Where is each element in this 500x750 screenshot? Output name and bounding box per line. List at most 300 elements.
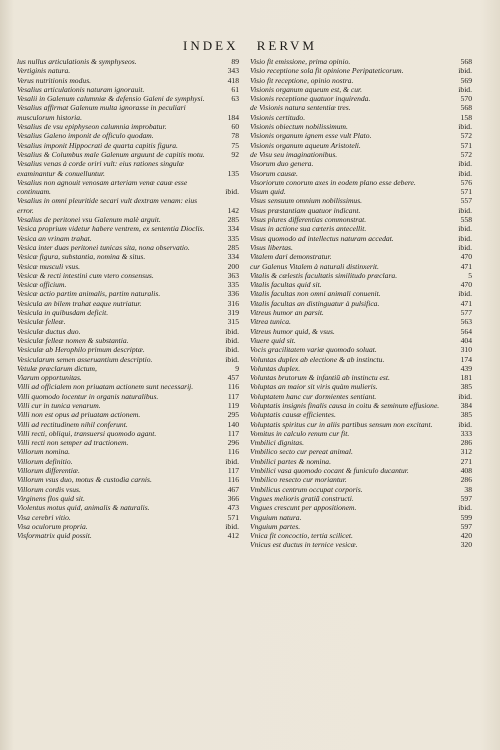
entry-text: Villi recti non semper ad tractionem.	[17, 438, 129, 448]
entry-text: Vesica proprium videtur habere ventrem, ex sententia Dioclis.	[17, 224, 205, 234]
entry-text: Viuere quid sit.	[250, 335, 296, 345]
entry-page-number: 334	[227, 252, 239, 262]
entry-text: Vesalius articulationis naturam ignorauit.	[17, 84, 145, 94]
entry-page-number: 404	[460, 335, 472, 345]
entry-page-number: 467	[227, 484, 239, 494]
entry-text: Vesiculæ ductus duo.	[17, 326, 81, 336]
entry-text: Vnguium partes.	[250, 521, 301, 531]
entry-page-number: 320	[460, 540, 472, 550]
entry-text: Villorum definitio.	[17, 456, 73, 466]
entry-text: Visionis organum ignem esse vult Plato.	[250, 131, 372, 141]
entry-text: Virginens flos quid sit.	[17, 493, 85, 503]
index-entry	[17, 262, 239, 271]
index-entry	[17, 224, 239, 233]
entry-page-number: 116	[227, 447, 239, 457]
entry-page-number: 335	[227, 233, 239, 243]
entry-page-number: 285	[227, 215, 239, 225]
entry-text: Vmbilici vasa quomodo cocant & funiculo ducantur.	[250, 466, 409, 476]
index-entry	[17, 280, 239, 289]
entry-page-number: 116	[227, 475, 239, 485]
entry-text: Visionis organum aqueum Aristoteli.	[250, 140, 361, 150]
entry-text: Vesalius venas à corde oriri vult: eius rationes singulæ examinantur & conuelluntur.	[17, 159, 184, 178]
entry-text: Visformatrix quid possit.	[17, 531, 92, 541]
index-entry	[17, 382, 239, 391]
header-index: INDEX	[183, 38, 239, 53]
index-entry	[17, 271, 239, 280]
entry-text: Vmbilici dignitas.	[250, 438, 304, 448]
index-entry	[250, 234, 472, 243]
entry-text: Visus quomodo ad intellectus naturam accedat.	[250, 233, 394, 243]
entry-page-number: ibid.	[458, 84, 472, 94]
index-entry	[250, 113, 472, 122]
index-entry	[250, 224, 472, 233]
index-entry	[250, 503, 472, 512]
index-entry	[17, 289, 239, 298]
index-entry	[17, 438, 239, 447]
entry-text: Voluptatis causæ efficientes.	[250, 410, 336, 420]
entry-page-number: 92	[231, 149, 239, 159]
index-entry	[17, 122, 239, 131]
entry-text: Visio receptione sola fit opinione Peripateticorum.	[250, 66, 404, 76]
index-entry	[250, 66, 472, 75]
entry-text: Voluptas an maior sit viris quàm mulieris.	[250, 382, 378, 392]
entry-page-number: 457	[227, 373, 239, 383]
entry-page-number: 271	[460, 456, 472, 466]
entry-text: lus nullus articulationis & symphyseos.	[17, 57, 137, 66]
index-entry	[250, 178, 472, 187]
index-entry	[250, 76, 472, 85]
entry-page-number: 385	[460, 382, 472, 392]
entry-page-number: 60	[231, 122, 239, 132]
entry-page-number: 135	[227, 168, 239, 178]
entry-text: Visionis organum aqueum est, & cur.	[250, 84, 363, 94]
entry-text: Vesicæ actio partim animalis, partim naturalis.	[17, 289, 161, 299]
entry-page-number: 384	[460, 400, 472, 410]
index-entry	[17, 159, 239, 178]
entry-text: Vertiginis natura.	[17, 66, 71, 76]
index-entry	[17, 215, 239, 224]
entry-text: Vnicus est ductus in ternice vesicæ.	[250, 540, 358, 550]
entry-page-number: 117	[227, 391, 239, 401]
entry-text: Villi quomodo locentur in organis naturalibus.	[17, 391, 159, 401]
entry-text: Vesiculæ felleæ.	[17, 317, 66, 327]
entry-page-number: 363	[227, 270, 239, 280]
entry-text: Vesiculæ felleæ nomen & substantia.	[17, 335, 129, 345]
entry-page-number: 315	[227, 317, 239, 327]
entry-text: cur Galenus Vitalem à naturali distinxerit.	[250, 261, 379, 271]
index-entry	[17, 317, 239, 326]
index-entry	[250, 531, 472, 540]
index-entry	[17, 364, 239, 373]
entry-text: Vesicæ officium.	[17, 280, 67, 290]
entry-page-number: 408	[460, 466, 472, 476]
index-entry	[250, 336, 472, 345]
index-entry	[250, 494, 472, 503]
entry-text: Vesica inter duas peritonei tunicas sita, nona observatio.	[17, 242, 190, 252]
entry-text: Vitreus humor an parsit.	[250, 308, 324, 318]
entry-text: Vesicularum semen asseruantium descriptio.	[17, 354, 153, 364]
index-entry	[250, 429, 472, 438]
entry-page-number: 572	[460, 131, 472, 141]
entry-page-number: 571	[460, 140, 472, 150]
entry-page-number: 568	[460, 57, 472, 66]
index-entry	[17, 66, 239, 75]
entry-page-number: ibid.	[225, 345, 239, 355]
entry-text: Vmbilici partes & nomina.	[250, 456, 331, 466]
index-entry	[17, 76, 239, 85]
index-entry	[250, 522, 472, 531]
index-entry	[17, 485, 239, 494]
entry-page-number: 570	[460, 94, 472, 104]
index-entry	[250, 169, 472, 178]
index-entry	[250, 355, 472, 364]
entry-page-number: 470	[460, 280, 472, 290]
entry-page-number: 577	[460, 308, 472, 318]
index-entry	[17, 513, 239, 522]
index-entry	[17, 103, 239, 122]
entry-text: Vmbilico secto cur pereat animal.	[250, 447, 353, 457]
index-entry	[250, 466, 472, 475]
entry-text: Visorum causæ.	[250, 168, 298, 178]
index-entry	[17, 196, 239, 215]
index-entry	[250, 187, 472, 196]
entry-text: Villi non est opus ad priuatam actionem.	[17, 410, 141, 420]
entry-page-number: 335	[227, 280, 239, 290]
entry-page-number: 599	[460, 512, 472, 522]
entry-text: Visus præstantiam quatuor indicant.	[250, 205, 361, 215]
index-entry	[17, 447, 239, 456]
entry-page-number: 38	[464, 484, 472, 494]
entry-text: Vesica an vrinam trahat.	[17, 233, 92, 243]
entry-text: Vitreus humor quid, & vsus.	[250, 326, 335, 336]
entry-text: Voluntas brutorum & infantiū ab instinctu est.	[250, 373, 390, 383]
entry-page-number: ibid.	[458, 168, 472, 178]
entry-text: Visoriorum conorum axes in eodem plano esse debere.	[250, 177, 416, 187]
entry-text: Vesalius in omni pleuritide secari vult dextram venam: eius error.	[17, 196, 198, 215]
entry-page-number: 116	[227, 382, 239, 392]
entry-page-number: 158	[460, 112, 472, 122]
entry-text: Visa cerebri vitio.	[17, 512, 71, 522]
entry-page-number: 61	[231, 84, 239, 94]
index-entry	[250, 262, 472, 271]
entry-page-number: 333	[460, 428, 472, 438]
entry-page-number: ibid.	[225, 335, 239, 345]
index-entry	[17, 420, 239, 429]
entry-text: Vesalius & Columbus male Galenum arguunt de capitis motu.	[17, 149, 205, 159]
entry-text: Vitalis facultas non omni animali conuenit.	[250, 289, 381, 299]
entry-page-number: 334	[227, 224, 239, 234]
entry-text: Vesicæ & recti intestini cum vtero consensus.	[17, 270, 154, 280]
entry-text: Violentus motus quid, animalis & naturalis.	[17, 503, 150, 513]
entry-text: Vmbilico resecto cur moriantur.	[250, 475, 347, 485]
entry-page-number: 564	[460, 326, 472, 336]
entry-page-number: 117	[227, 428, 239, 438]
index-entry	[17, 503, 239, 512]
entry-text: Visio fit emissione, prima opinio.	[250, 57, 351, 66]
entry-text: Voluntas duplex.	[250, 363, 301, 373]
index-entry	[17, 466, 239, 475]
index-entry	[250, 345, 472, 354]
entry-text: Vngues melioris gratiā constructi.	[250, 493, 354, 503]
index-entry	[17, 345, 239, 354]
entry-text: Vmbilicus centrum occupat corporis.	[250, 484, 363, 494]
index-entry	[250, 243, 472, 252]
entry-page-number: 571	[227, 512, 239, 522]
index-entry	[17, 336, 239, 345]
entry-text: Vesiculæ ab Herophilo primum descriptæ.	[17, 345, 145, 355]
index-entry	[250, 364, 472, 373]
index-entry	[250, 299, 472, 308]
entry-page-number: ibid.	[458, 233, 472, 243]
index-entry	[250, 485, 472, 494]
entry-page-number: 420	[460, 531, 472, 541]
entry-text: Villorum differentiæ.	[17, 466, 80, 476]
entry-page-number: 473	[227, 503, 239, 513]
entry-page-number: 571	[460, 187, 472, 197]
index-entry	[250, 327, 472, 336]
index-entry	[17, 243, 239, 252]
index-entry	[250, 392, 472, 401]
entry-page-number: 471	[460, 298, 472, 308]
index-entry	[250, 122, 472, 131]
entry-page-number: 142	[227, 205, 239, 215]
index-entry	[250, 85, 472, 94]
entry-page-number: 597	[460, 493, 472, 503]
entry-page-number: ibid.	[458, 122, 472, 132]
entry-page-number: 312	[460, 447, 472, 457]
index-entry	[17, 429, 239, 438]
entry-page-number: 471	[460, 261, 472, 271]
index-entry	[250, 94, 472, 103]
entry-page-number: 385	[460, 410, 472, 420]
entry-page-number: 181	[460, 373, 472, 383]
entry-page-number: ibid.	[458, 503, 472, 513]
entry-text: Visus plures differentias commonstrat.	[250, 215, 367, 225]
entry-text: Voluptatis spiritus cur in aliis partibus sensum non excitant.	[250, 419, 433, 429]
index-entry	[250, 308, 472, 317]
entry-text: Vesalius de peritonei vsu Galenum malè arguit.	[17, 215, 161, 225]
index-entry	[250, 420, 472, 429]
entry-text: Verus nutritionis modus.	[17, 75, 92, 85]
entry-text: Visionis certitudo.	[250, 112, 306, 122]
index-column-left	[17, 57, 239, 540]
index-entry	[17, 150, 239, 159]
entry-text: Vesicæ musculi vsus.	[17, 261, 81, 271]
entry-page-number: 336	[227, 289, 239, 299]
index-entry	[250, 215, 472, 224]
entry-text: Visio fit receptione, opinio nostra.	[250, 75, 354, 85]
entry-text: Visus in actione sua cæteris antecellit.	[250, 224, 367, 234]
entry-page-number: ibid.	[458, 391, 472, 401]
entry-page-number: 470	[460, 252, 472, 262]
index-entry	[250, 131, 472, 140]
index-entry	[17, 94, 239, 103]
entry-text: Visionis receptione quatuor inquirenda.	[250, 94, 371, 104]
entry-page-number: 286	[460, 438, 472, 448]
index-entry	[17, 531, 239, 540]
index-entry	[17, 308, 239, 317]
entry-text: Vesalius non agnouit venosam arteriam venæ cauæ esse continuam.	[17, 177, 188, 197]
entry-page-number: 78	[231, 131, 239, 141]
index-entry	[250, 252, 472, 261]
entry-text: Vesicula an bilem trahat eaque nutriatur.	[17, 298, 142, 308]
entry-text: Vesalius de vsu epiphyseon calumnia improbatur.	[17, 122, 167, 132]
entry-text: Vesicæ figura, substantia, nomina & situs.	[17, 252, 146, 262]
index-entry	[250, 206, 472, 215]
entry-text: Villi ad officialem non priuatam actionem sunt necessarij.	[17, 382, 194, 392]
index-entry	[250, 410, 472, 419]
index-entry	[250, 103, 472, 112]
entry-text: Visum quid.	[250, 187, 286, 197]
entry-text: Vesalius affirmat Galenum multa ignorasse in peculiari musculorum historia.	[17, 103, 186, 122]
index-entry	[17, 522, 239, 531]
entry-page-number: 439	[460, 363, 472, 373]
running-header	[0, 38, 500, 54]
entry-page-number: ibid.	[458, 242, 472, 252]
entry-page-number: 63	[231, 94, 239, 104]
entry-text: Vngues crescunt per appositionem.	[250, 503, 357, 513]
index-entry	[250, 475, 472, 484]
index-entry	[17, 327, 239, 336]
entry-page-number: 418	[227, 75, 239, 85]
index-entry	[17, 475, 239, 484]
index-entry	[17, 57, 239, 66]
entry-text: Vomitus in calculo renum cur fit.	[250, 428, 350, 438]
entry-page-number: ibid.	[458, 224, 472, 234]
entry-text: Vitalis facultas an distinguatur à pulsifica.	[250, 298, 380, 308]
index-entry	[250, 280, 472, 289]
entry-text: Vitalem dari demonstratur.	[250, 252, 332, 262]
entry-text: Vetulæ præclarum dictum,	[17, 363, 97, 373]
entry-page-number: 184	[227, 112, 239, 122]
entry-text: Vnica fit concoctio, tertia scilicet.	[250, 531, 353, 541]
entry-page-number: 319	[227, 308, 239, 318]
entry-text: Villi cur in tunica venarum.	[17, 400, 101, 410]
entry-page-number: ibid.	[225, 354, 239, 364]
entry-page-number: 558	[460, 215, 472, 225]
entry-text: Vnguium natura.	[250, 512, 302, 522]
index-entry	[17, 299, 239, 308]
entry-text: Villi ad rectitudinem nihil conferunt.	[17, 419, 128, 429]
entry-page-number: 343	[227, 66, 239, 76]
entry-text: Voluptatis insignis finalis causa in coitu & seminum effusione.	[250, 400, 440, 410]
entry-page-number: 286	[460, 475, 472, 485]
index-entry	[17, 131, 239, 140]
entry-text: Vitalis & cælestis facultatis similitudo præclara.	[250, 270, 398, 280]
entry-text: Villi recti, obliqui, transuersi quomodo agant.	[17, 428, 157, 438]
entry-page-number: 5	[468, 270, 472, 280]
index-entry	[250, 513, 472, 522]
entry-text: Villorum vsus duo, motus & custodia carnis.	[17, 475, 152, 485]
entry-text: Voluptatem hanc cur dormientes sentiant.	[250, 391, 377, 401]
index-entry	[250, 540, 472, 549]
entry-page-number: 316	[227, 298, 239, 308]
index-entry	[250, 382, 472, 391]
entry-text: Vesalius imponit Hippocrati de quarta capitis figura.	[17, 140, 178, 150]
index-entry	[17, 252, 239, 261]
index-entry	[250, 271, 472, 280]
entry-text: Vitrea tunica.	[250, 317, 291, 327]
index-entry	[250, 141, 472, 150]
index-entry	[250, 57, 472, 66]
index-entry	[250, 401, 472, 410]
entry-page-number: 117	[227, 466, 239, 476]
index-entry	[17, 401, 239, 410]
index-column-right	[250, 57, 472, 550]
entry-page-number: 366	[227, 493, 239, 503]
entry-page-number: 576	[460, 177, 472, 187]
entry-page-number: 557	[460, 196, 472, 206]
entry-text: Vesalii in Galenum calumniæ & defensio Galeni de symphysi.	[17, 94, 205, 104]
header-rerum: RERVM	[256, 38, 317, 53]
entry-text: Vocis gracilitatem variæ quomodo soluat.	[250, 345, 377, 355]
entry-page-number: 296	[227, 438, 239, 448]
entry-page-number: 119	[227, 400, 239, 410]
index-entry	[17, 410, 239, 419]
entry-text: Villorum cordis vsus.	[17, 484, 81, 494]
entry-page-number: 568	[460, 103, 472, 113]
entry-text: Voluntas duplex ab electione & ab instinctu.	[250, 354, 385, 364]
entry-page-number: ibid.	[458, 289, 472, 299]
entry-page-number: 9	[235, 363, 239, 373]
entry-text: Vesicula in quibusdam deficit.	[17, 308, 109, 318]
entry-page-number: 285	[227, 242, 239, 252]
entry-page-number: 75	[231, 140, 239, 150]
entry-text: Visorum duo genera.	[250, 159, 314, 169]
index-entry	[17, 373, 239, 382]
entry-page-number: ibid.	[458, 205, 472, 215]
entry-text: Visionis obiectum nobilissimum.	[250, 122, 348, 132]
index-entry	[17, 141, 239, 150]
entry-page-number: 569	[460, 75, 472, 85]
entry-text: de Visionis natura sententiæ tres.	[250, 103, 351, 113]
entry-page-number: ibid.	[458, 66, 472, 76]
index-entry	[250, 289, 472, 298]
entry-page-number: 563	[460, 317, 472, 327]
entry-page-number: ibid.	[458, 159, 472, 169]
index-entry	[250, 373, 472, 382]
entry-page-number: 597	[460, 521, 472, 531]
entry-text: de Visu seu imaginationibus.	[250, 149, 338, 159]
entry-page-number: ibid.	[225, 187, 239, 197]
entry-text: Viarum opportunitas.	[17, 373, 82, 383]
entry-page-number: 412	[227, 531, 239, 541]
index-entry	[17, 234, 239, 243]
index-entry	[250, 447, 472, 456]
index-entry	[17, 494, 239, 503]
entry-page-number: 140	[227, 419, 239, 429]
entry-text: Vesalius Galeno imponit de officulo quodam.	[17, 131, 154, 141]
entry-page-number: 310	[460, 345, 472, 355]
entry-page-number: 295	[227, 410, 239, 420]
entry-text: Visa oculorum propria.	[17, 521, 88, 531]
entry-page-number: 89	[231, 57, 239, 66]
index-entry	[17, 392, 239, 401]
entry-text: Visus libertas.	[250, 242, 293, 252]
index-entry	[17, 178, 239, 197]
index-entry	[17, 85, 239, 94]
entry-page-number: ibid.	[225, 456, 239, 466]
entry-page-number: ibid.	[458, 419, 472, 429]
entry-text: Villorum nomina.	[17, 447, 71, 457]
entry-text: Vitalis facultas quid sit.	[250, 280, 322, 290]
entry-page-number: ibid.	[225, 521, 239, 531]
entry-page-number: ibid.	[225, 326, 239, 336]
entry-page-number: 174	[460, 354, 472, 364]
index-entry	[17, 457, 239, 466]
index-entry	[250, 438, 472, 447]
index-entry	[250, 317, 472, 326]
